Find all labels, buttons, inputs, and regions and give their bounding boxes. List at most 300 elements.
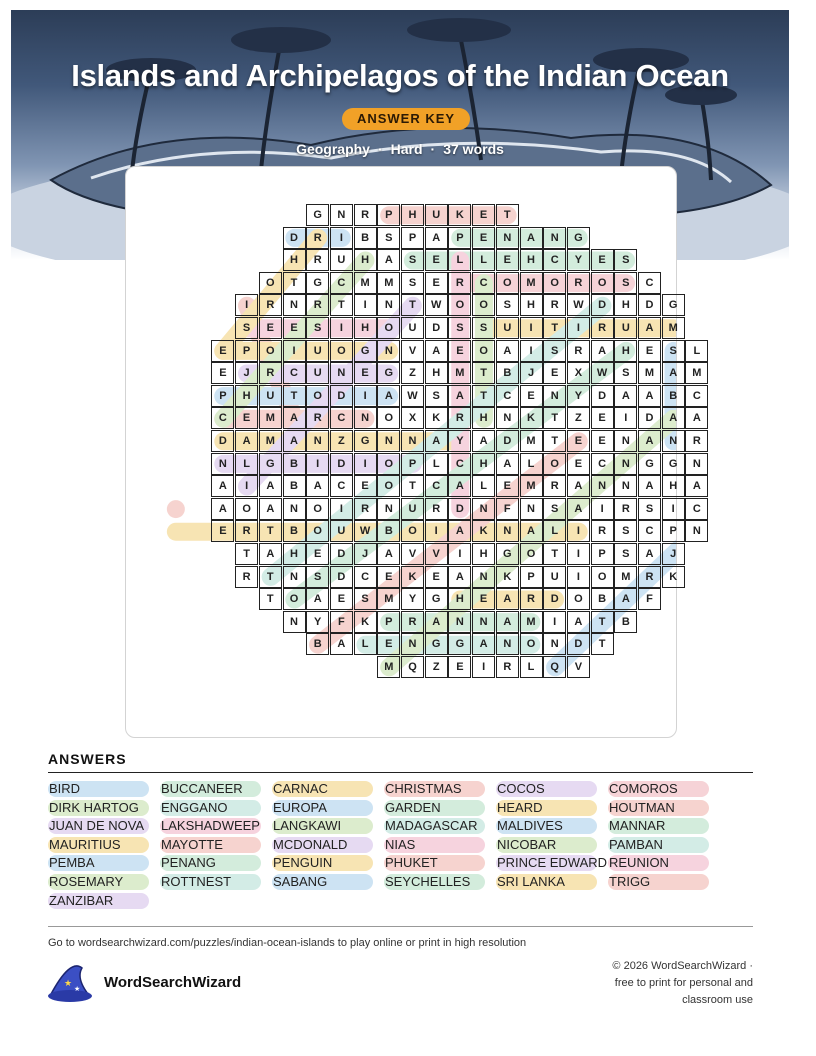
grid-cell: R [235,520,258,542]
grid-cell: A [235,430,258,452]
grid-cell: R [543,294,566,316]
grid-cell: C [685,498,708,520]
grid-cell: P [401,227,424,249]
grid-cell: N [472,566,495,588]
grid-cell: L [543,520,566,542]
grid-cell: R [306,294,329,316]
grid-cell: T [543,317,566,339]
grid-cell: N [401,633,424,655]
grid-cell: W [401,385,424,407]
grid-cell: H [662,475,685,497]
wizard-hat-icon [46,964,96,1004]
grid-cell: H [283,543,306,565]
grid-cell: N [543,385,566,407]
grid-cell: K [496,566,519,588]
grid-cell: A [496,340,519,362]
grid-cell: N [377,294,400,316]
grid-cell: A [567,611,590,633]
grid-cell: A [377,385,400,407]
grid-cell: A [472,633,495,655]
copyright-line: free to print for personal and [614,977,753,989]
grid-cell: E [448,340,471,362]
answer-word: HEARD [496,800,597,816]
grid-cell: F [496,498,519,520]
grid-cell: T [543,430,566,452]
answer-word: MAURITIUS [48,837,149,853]
grid-cell: D [638,407,661,429]
grid-cell: G [662,453,685,475]
answer-word: TRIGG [608,874,709,890]
category-label: Geography [296,141,370,157]
grid-cell: D [211,430,234,452]
grid-cell: S [662,340,685,362]
grid-cell: I [662,498,685,520]
grid-cell: A [259,543,282,565]
grid-cell: I [283,340,306,362]
grid-cell: C [330,475,353,497]
grid-cell: I [330,317,353,339]
difficulty-label: Hard [390,141,423,157]
grid-cell: U [330,249,353,271]
grid-cell: L [354,633,377,655]
grid-cell: C [330,272,353,294]
grid-cell: E [211,520,234,542]
grid-cell: R [614,498,637,520]
grid-cell: H [401,204,424,226]
grid-cell: E [425,249,448,271]
grid-cell: K [662,566,685,588]
answer-word: LAKSHADWEEP [161,818,260,834]
wizard-hat-logo [46,964,96,1004]
grid-cell: G [259,453,282,475]
grid-cell: B [496,362,519,384]
answer-word: EUROPA [272,800,373,816]
puzzle-panel [125,166,702,738]
grid-cell: M [638,362,661,384]
grid-cell: N [448,611,471,633]
grid-cell: A [685,407,708,429]
answer-word: MAYOTTE [160,837,261,853]
grid-cell: N [543,227,566,249]
grid-cell: A [638,543,661,565]
grid-cell: C [330,407,353,429]
grid-cell: Y [401,588,424,610]
grid-cell: D [425,317,448,339]
answer-word: MADAGASCAR [384,818,485,834]
grid-cell: T [259,566,282,588]
answer-word: LANGKAWI [272,818,373,834]
grid-cell: K [520,407,543,429]
grid-cell: E [520,385,543,407]
grid-cell: Y [306,611,329,633]
grid-cell: B [614,611,637,633]
answer-word: CARNAC [272,781,373,797]
grid-cell: E [354,362,377,384]
grid-cell: Y [567,249,590,271]
separator-dot: · [377,141,383,157]
grid-cell: S [543,498,566,520]
grid-cell: E [259,317,282,339]
answer-word: PENGUIN [272,855,373,871]
grid-cell: A [496,588,519,610]
grid-cell: I [520,340,543,362]
grid-cell: N [306,430,329,452]
grid-cell: U [496,317,519,339]
grid-cell: B [283,520,306,542]
grid-cell: E [472,588,495,610]
grid-cell: S [614,362,637,384]
grid-cell: A [330,633,353,655]
grid-cell: A [614,588,637,610]
answer-word: PHUKET [384,855,485,871]
grid-cell: J [235,362,258,384]
grid-cell: R [638,566,661,588]
grid-cell: U [614,317,637,339]
answer-word: MALDIVES [496,818,597,834]
grid-cell: N [330,362,353,384]
grid-cell: M [448,362,471,384]
grid-cell: O [520,543,543,565]
grid-cell: N [685,453,708,475]
grid-cell: A [211,475,234,497]
grid-cell: A [638,475,661,497]
grid-cell: O [259,272,282,294]
answer-key-badge: ANSWER KEY [342,108,470,130]
grid-cell: K [448,204,471,226]
grid-cell: E [425,566,448,588]
grid-cell: I [567,520,590,542]
grid-cell: C [354,566,377,588]
grid-cell: C [685,385,708,407]
grid-cell: N [401,430,424,452]
grid-cell: R [401,611,424,633]
grid-cell: R [567,272,590,294]
grid-cell: L [472,249,495,271]
grid-cell: M [354,272,377,294]
grid-cell: U [401,498,424,520]
grid-cell: T [283,385,306,407]
grid-cell: U [259,385,282,407]
grid-cell: N [330,204,353,226]
grid-cell: I [330,227,353,249]
grid-cell: G [306,272,329,294]
grid-cell: T [543,543,566,565]
grid-cell: B [283,475,306,497]
copyright-line: © 2026 WordSearchWizard · [612,960,753,972]
grid-cell: U [306,362,329,384]
grid-cell: H [472,453,495,475]
grid-cell: A [638,430,661,452]
grid-cell: V [567,656,590,678]
grid-cell: E [591,407,614,429]
grid-cell: S [472,317,495,339]
grid-cell: T [401,475,424,497]
grid-cell: A [377,543,400,565]
grid-cell: G [662,294,685,316]
grid-cell: O [401,520,424,542]
grid-cell: E [425,272,448,294]
answer-word: SEYCHELLES [384,874,485,890]
grid-cell: N [283,566,306,588]
grid-cell: C [448,453,471,475]
grid-cell: I [354,453,377,475]
grid-cell: J [354,543,377,565]
grid-cell: R [354,204,377,226]
grid-cell: P [520,566,543,588]
grid-cell: R [496,656,519,678]
answer-word: ROSEMARY [48,874,149,890]
grid-cell: G [377,362,400,384]
grid-cell: A [448,520,471,542]
grid-cell: E [211,362,234,384]
grid-cell: C [543,249,566,271]
word-count-label: 37 words [443,141,504,157]
grid-cell: U [306,340,329,362]
grid-cell: T [591,611,614,633]
grid-cell: P [662,520,685,542]
grid-cell: W [591,362,614,384]
grid-cell: D [543,588,566,610]
grid-cell: N [685,520,708,542]
grid-cell: B [591,588,614,610]
grid-cell: O [448,294,471,316]
grid-cell: H [472,543,495,565]
grid-cell: S [306,317,329,339]
answer-word: COCOS [496,781,597,797]
grid-cell: C [211,407,234,429]
answer-word: REUNION [608,855,709,871]
grid-cell: Z [567,407,590,429]
grid-cell: A [283,407,306,429]
grid-cell: O [259,340,282,362]
grid-cell: S [354,588,377,610]
grid-cell: N [614,475,637,497]
grid-cell: N [614,430,637,452]
grid-cell: A [567,498,590,520]
puzzle-meta [0,141,800,157]
grid-cell: A [425,430,448,452]
grid-cell: Q [543,656,566,678]
grid-cell: T [283,272,306,294]
answer-word: BUCCANEER [160,781,261,797]
grid-cell: N [591,475,614,497]
grid-cell: D [638,294,661,316]
grid-cell: O [306,498,329,520]
grid-cell: C [638,520,661,542]
grid-cell: G [354,340,377,362]
grid-cell: A [259,475,282,497]
grid-cell: Y [448,430,471,452]
grid-cell: A [638,317,661,339]
grid-cell: L [235,453,258,475]
grid-cell: X [401,407,424,429]
answer-word: PRINCE EDWARD [497,855,608,871]
answer-word: HOUTMAN [608,800,709,816]
answer-word: SRI LANKA [496,874,597,890]
grid-cell: M [259,407,282,429]
grid-cell: A [520,520,543,542]
grid-cell: R [448,407,471,429]
grid-cell: S [614,543,637,565]
grid-cell: A [306,475,329,497]
grid-cell: M [685,362,708,384]
grid-cell: A [520,227,543,249]
grid-cell: R [685,430,708,452]
grid-cell: L [472,475,495,497]
grid-cell: H [448,588,471,610]
grid-cell: P [377,611,400,633]
grid-cell: H [614,340,637,362]
grid-cell: I [567,543,590,565]
grid-cell: A [662,407,685,429]
grid-cell: J [520,362,543,384]
grid-cell: A [283,430,306,452]
grid-cell: H [614,294,637,316]
grid-cell: Z [401,362,424,384]
grid-cell: A [425,611,448,633]
grid-cell: E [638,340,661,362]
grid-cell: C [472,272,495,294]
grid-cell: A [425,227,448,249]
grid-cell: W [567,294,590,316]
answer-word: ENGGANO [160,800,261,816]
grid-cell: E [543,362,566,384]
grid-cell: I [448,543,471,565]
grid-cell: F [330,611,353,633]
brand-name[interactable]: WordSearchWizard [104,974,242,991]
grid-cell: I [567,317,590,339]
grid-cell: O [496,272,519,294]
grid-cell: P [448,227,471,249]
grid-cell: T [591,633,614,655]
grid-cell: O [377,317,400,339]
grid-cell: A [496,611,519,633]
grid-cell: B [354,227,377,249]
grid-cell: A [448,475,471,497]
answers-divider [48,772,753,773]
grid-cell: V [401,340,424,362]
answer-word: NIAS [384,837,485,853]
grid-cell: A [638,385,661,407]
grid-cell: D [330,385,353,407]
grid-cell: P [401,453,424,475]
grid-cell: I [472,656,495,678]
grid-cell: R [259,294,282,316]
grid-cell: D [283,227,306,249]
grid-cell: O [283,588,306,610]
grid-cell: O [472,294,495,316]
grid-cell: R [306,227,329,249]
grid-cell: A [591,340,614,362]
grid-cell: O [377,475,400,497]
grid-cell: D [591,385,614,407]
grid-cell: D [591,294,614,316]
grid-cell: H [520,249,543,271]
grid-cell: R [354,498,377,520]
grid-cell: A [685,475,708,497]
grid-cell: E [567,430,590,452]
grid-cell: O [330,340,353,362]
footer-link[interactable]: Go to wordsearchwizard.com/puzzles/indian-ocean-islands to play online or print in high resolution [48,937,527,949]
grid-cell: R [235,566,258,588]
grid-cell: P [211,385,234,407]
grid-cell: G [496,543,519,565]
grid-cell: N [377,430,400,452]
answer-word: MCDONALD [272,837,373,853]
grid-cell: M [662,317,685,339]
grid-cell: B [662,385,685,407]
grid-cell: X [567,362,590,384]
grid-cell: N [496,520,519,542]
grid-cell: S [543,340,566,362]
grid-cell: I [520,317,543,339]
answer-word: DIRK HARTOG [48,800,149,816]
grid-cell: H [425,362,448,384]
grid-cell: M [614,566,637,588]
grid-cell: A [448,566,471,588]
grid-cell: K [401,566,424,588]
grid-cell: L [448,249,471,271]
copyright [553,958,753,1009]
grid-cell: A [377,249,400,271]
grid-cell: T [235,543,258,565]
grid-cell: T [259,588,282,610]
answers-heading: ANSWERS [48,751,127,767]
grid-cell: U [543,566,566,588]
grid-cell: K [472,520,495,542]
grid-cell: E [496,249,519,271]
grid-cell: A [662,362,685,384]
grid-cell: C [496,385,519,407]
grid-cell: I [330,498,353,520]
grid-cell: C [425,475,448,497]
grid-cell: O [306,385,329,407]
answer-word: PEMBA [48,855,149,871]
grid-cell: W [354,520,377,542]
grid-cell: I [235,475,258,497]
grid-cell: S [448,317,471,339]
grid-cell: H [520,294,543,316]
grid-cell: O [543,272,566,294]
grid-cell: V [401,543,424,565]
grid-cell: N [377,498,400,520]
grid-cell: G [306,204,329,226]
grid-cell: B [377,520,400,542]
grid-cell: E [496,475,519,497]
answer-word: PAMBAN [608,837,709,853]
grid-cell: R [448,272,471,294]
grid-cell: T [259,520,282,542]
grid-cell: S [425,385,448,407]
grid-cell: N [354,407,377,429]
answer-word: NICOBAR [496,837,597,853]
answer-word: ROTTNEST [160,874,261,890]
grid-cell: C [638,272,661,294]
grid-cell: H [235,385,258,407]
grid-cell: D [330,543,353,565]
grid-cell: D [448,498,471,520]
grid-cell: V [425,543,448,565]
grid-cell: H [354,249,377,271]
grid-cell: O [567,588,590,610]
grid-cell: E [377,566,400,588]
grid-cell: E [377,633,400,655]
grid-cell: P [591,543,614,565]
grid-cell: T [496,204,519,226]
grid-cell: E [283,317,306,339]
grid-cell: O [377,453,400,475]
grid-cell: F [638,588,661,610]
